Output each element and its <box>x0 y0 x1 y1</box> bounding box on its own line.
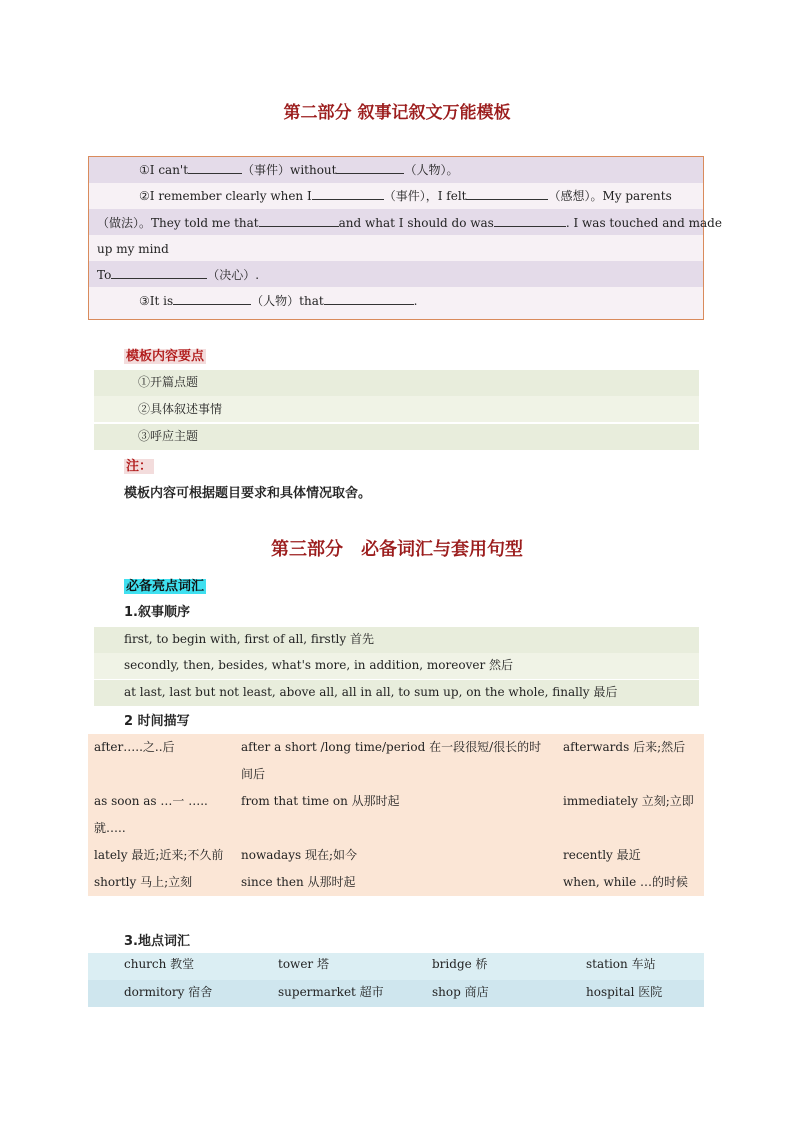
point-1: ①开篇点题 <box>138 375 199 389</box>
sequence-row-3: at last, last but not least, above all, all in all, to sum up, on the whole, finally 最后 <box>124 685 618 699</box>
table-cell: after…..之..后 <box>94 740 175 754</box>
section-3-label: 3.地点词汇 <box>124 934 190 949</box>
points-label: 模板内容要点 <box>126 349 205 364</box>
table-cell: when, while …的时候 <box>563 875 689 889</box>
section-2-label: 2 时间描写 <box>124 714 190 729</box>
vocab-label: 必备亮点词汇 <box>126 579 205 594</box>
table-cell: afterwards 后来;然后 <box>563 740 686 754</box>
table-row <box>88 869 704 896</box>
place-item: bridge 桥 <box>432 957 488 971</box>
time-table <box>88 734 704 896</box>
template-line-6: ③It is （人物）that . <box>139 294 418 308</box>
note-text: 模板内容可根据题目要求和具体情况取舍。 <box>124 486 372 501</box>
sequence-row-2: secondly, then, besides, what's more, in addition, moreover 然后 <box>124 658 514 672</box>
table-cell: after a short /long time/period 在一段很短/很长的时间后 <box>241 740 542 781</box>
place-item: station 车站 <box>586 957 656 971</box>
place-item: tower 塔 <box>278 957 329 971</box>
place-item: dormitory 宿舍 <box>124 985 213 999</box>
point-2: ②具体叙述事情 <box>138 402 223 416</box>
table-cell: immediately 立刻;立即 <box>563 794 694 808</box>
part3-title: 第三部分 必备词汇与套用句型 <box>271 539 523 560</box>
table-row <box>88 734 704 788</box>
section-1-label: 1.叙事顺序 <box>124 605 190 620</box>
table-cell: from that time on 从那时起 <box>241 794 400 808</box>
part2-title: 第二部分 叙事记叙文万能模板 <box>283 103 511 123</box>
place-item: hospital 医院 <box>586 985 663 999</box>
template-box <box>88 156 722 320</box>
place-item: church 教堂 <box>124 957 195 971</box>
template-line-5: To （决心）. <box>97 268 260 282</box>
point-3: ③呼应主题 <box>138 429 199 443</box>
sequence-row-1: first, to begin with, first of all, firstly 首先 <box>124 632 374 646</box>
place-item: shop 商店 <box>432 985 489 999</box>
table-cell: nowadays 现在;如今 <box>241 848 358 862</box>
table-row <box>88 842 704 869</box>
table-cell: as soon as …一 …..就….. <box>94 794 208 835</box>
note-label: 注： <box>126 459 153 474</box>
table-cell: shortly 马上;立刻 <box>94 875 193 889</box>
template-line-4: up my mind <box>97 242 169 256</box>
table-row <box>88 788 704 842</box>
template-line-1: ①I can't （事件）without （人物）。 <box>139 163 459 177</box>
template-line-2: ②I remember clearly when I （事件），I felt （感想）。My parents <box>139 189 672 203</box>
table-cell: lately 最近;近来;不久前 <box>94 848 224 862</box>
place-item: supermarket 超市 <box>278 985 384 999</box>
table-cell: recently 最近 <box>563 848 641 862</box>
template-line-3: （做法）。They told me that and what I should do was . I was touched and made <box>97 216 722 230</box>
table-cell: since then 从那时起 <box>241 875 356 889</box>
